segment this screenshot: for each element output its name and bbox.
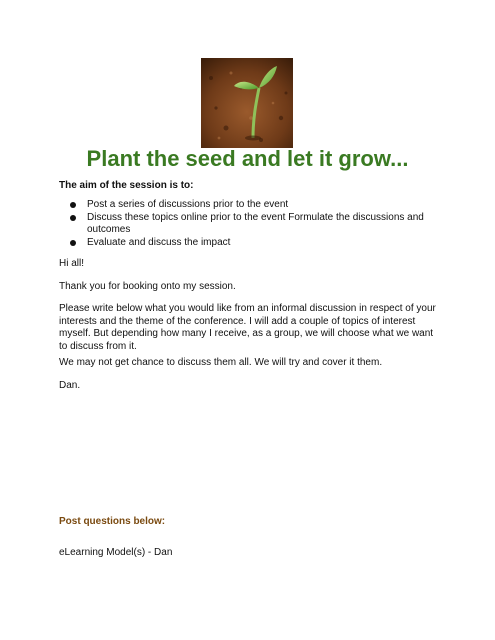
greeting-text: Hi all!	[59, 258, 85, 269]
bullet-icon	[70, 215, 76, 221]
aim-list	[59, 199, 429, 249]
list-item	[59, 199, 429, 212]
list-item-text: Evaluate and discuss the impact	[87, 236, 231, 248]
signature-text: Dan.	[59, 380, 81, 391]
post-questions-heading: Post questions below:	[59, 516, 166, 527]
seedling-image	[201, 58, 293, 148]
bullet-icon	[70, 240, 76, 246]
list-item	[59, 237, 429, 250]
note-paragraph: We may not get chance to discuss them all. We will try and cover it them.	[59, 357, 383, 368]
aim-heading: The aim of the session is to:	[59, 180, 194, 191]
list-item	[59, 212, 429, 237]
page-title: Plant the seed and let it grow...	[86, 146, 409, 171]
request-paragraph: Please write below what you would like from an informal discussion in respect of your interests and the theme of the conference. I will add a couple of topics of interest myself. But depending how many I receive, as a group, we will choose what we want to discuss from it.	[59, 303, 436, 352]
question-link[interactable]: eLearning Model(s) - Dan	[59, 547, 173, 558]
list-item-text: Post a series of discussions prior to the event	[87, 199, 289, 210]
bullet-icon	[70, 202, 76, 208]
thanks-text: Thank you for booking onto my session.	[59, 281, 236, 292]
list-item-text: Discuss these topics online prior to the event Formulate the discussions and outcomes	[87, 211, 424, 235]
